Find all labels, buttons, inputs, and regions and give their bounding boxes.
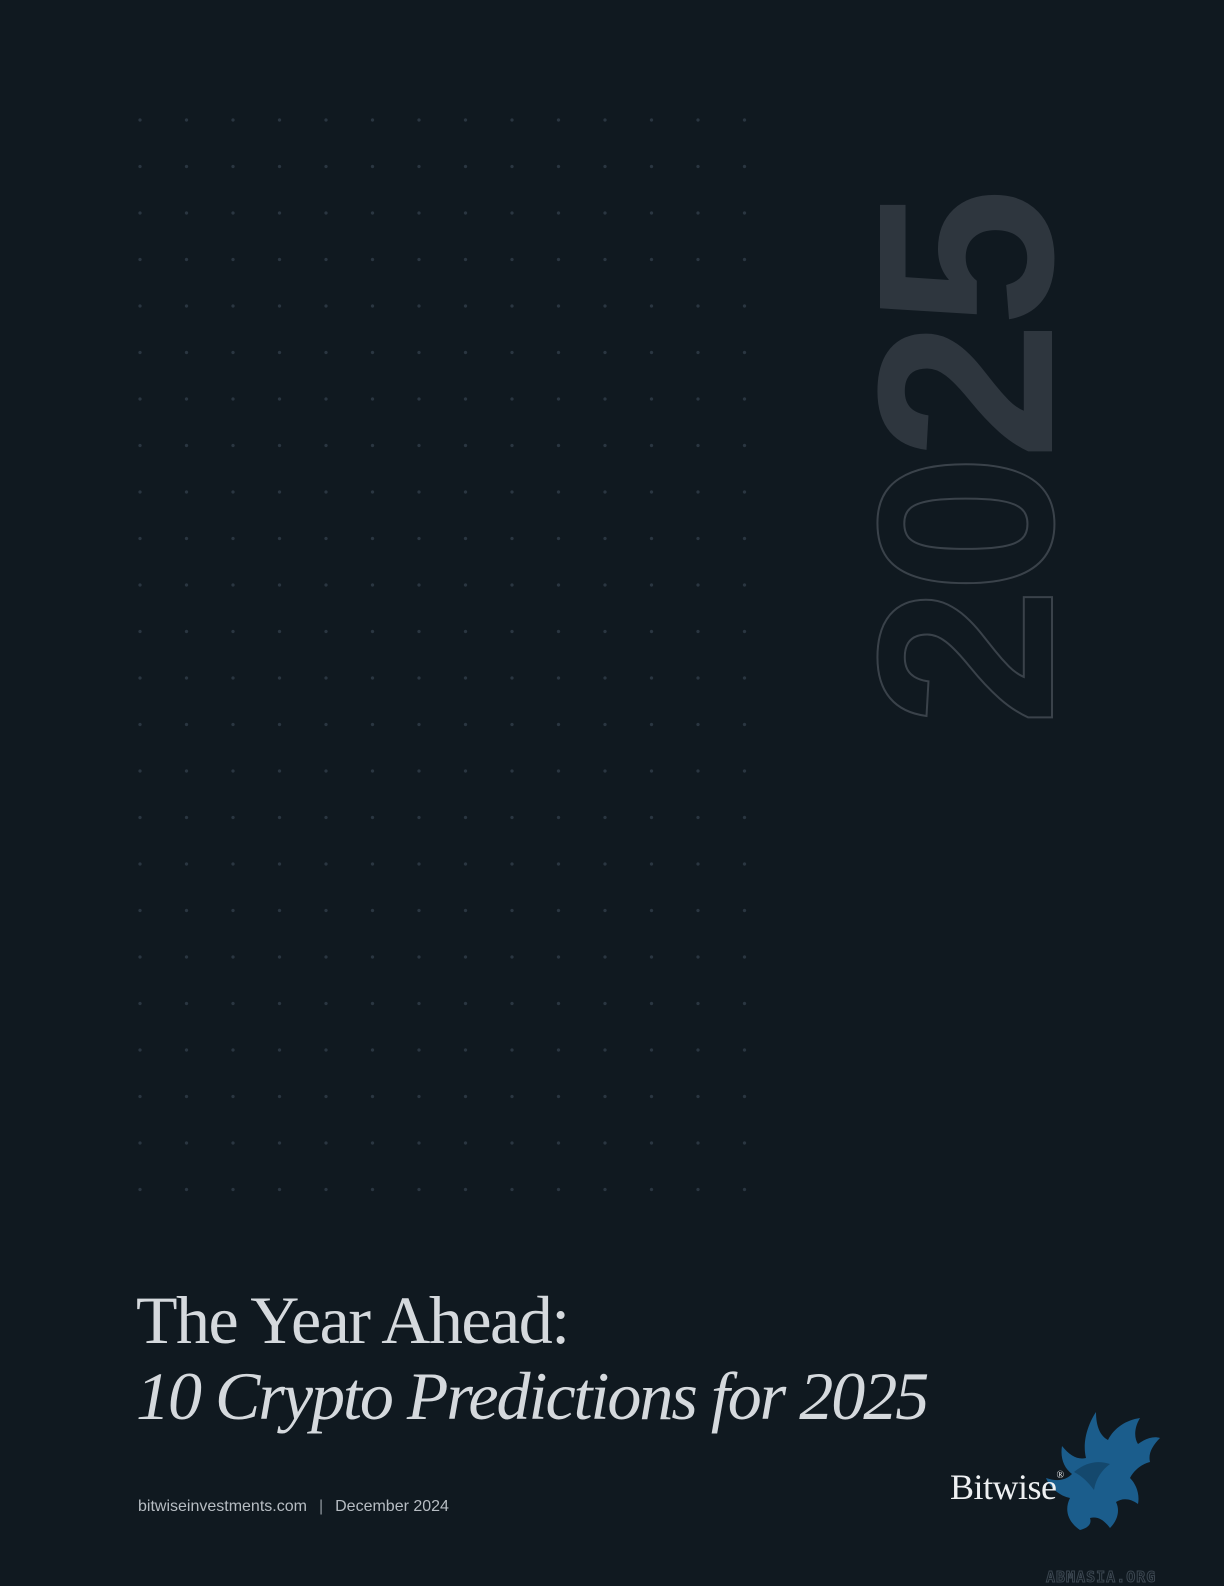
website-link[interactable]: bitwiseinvestments.com — [138, 1498, 307, 1515]
title-block — [136, 1282, 928, 1434]
footer-separator: | — [318, 1498, 324, 1515]
footer-meta — [138, 1498, 449, 1516]
year-digit: 2 — [826, 593, 1105, 727]
dot-grid-pattern — [136, 116, 751, 1194]
year-digit: 0 — [826, 460, 1105, 594]
brand-wordmark: Bitwise® — [950, 1467, 1064, 1507]
bitwise-logo — [944, 1398, 1184, 1538]
year-graphic — [826, 100, 1105, 820]
year-digit: 5 — [826, 193, 1105, 327]
year-digit: 2 — [826, 326, 1105, 460]
watermark: ABMASIA.ORG — [1046, 1568, 1157, 1586]
year-text — [826, 194, 1105, 726]
registered-mark: ® — [1056, 1470, 1064, 1481]
griffin-icon — [1030, 1398, 1160, 1530]
publish-date: December 2024 — [335, 1498, 449, 1515]
title-subheading: 10 Crypto Predictions for 2025 — [136, 1358, 928, 1434]
title-heading: The Year Ahead: — [136, 1282, 569, 1358]
